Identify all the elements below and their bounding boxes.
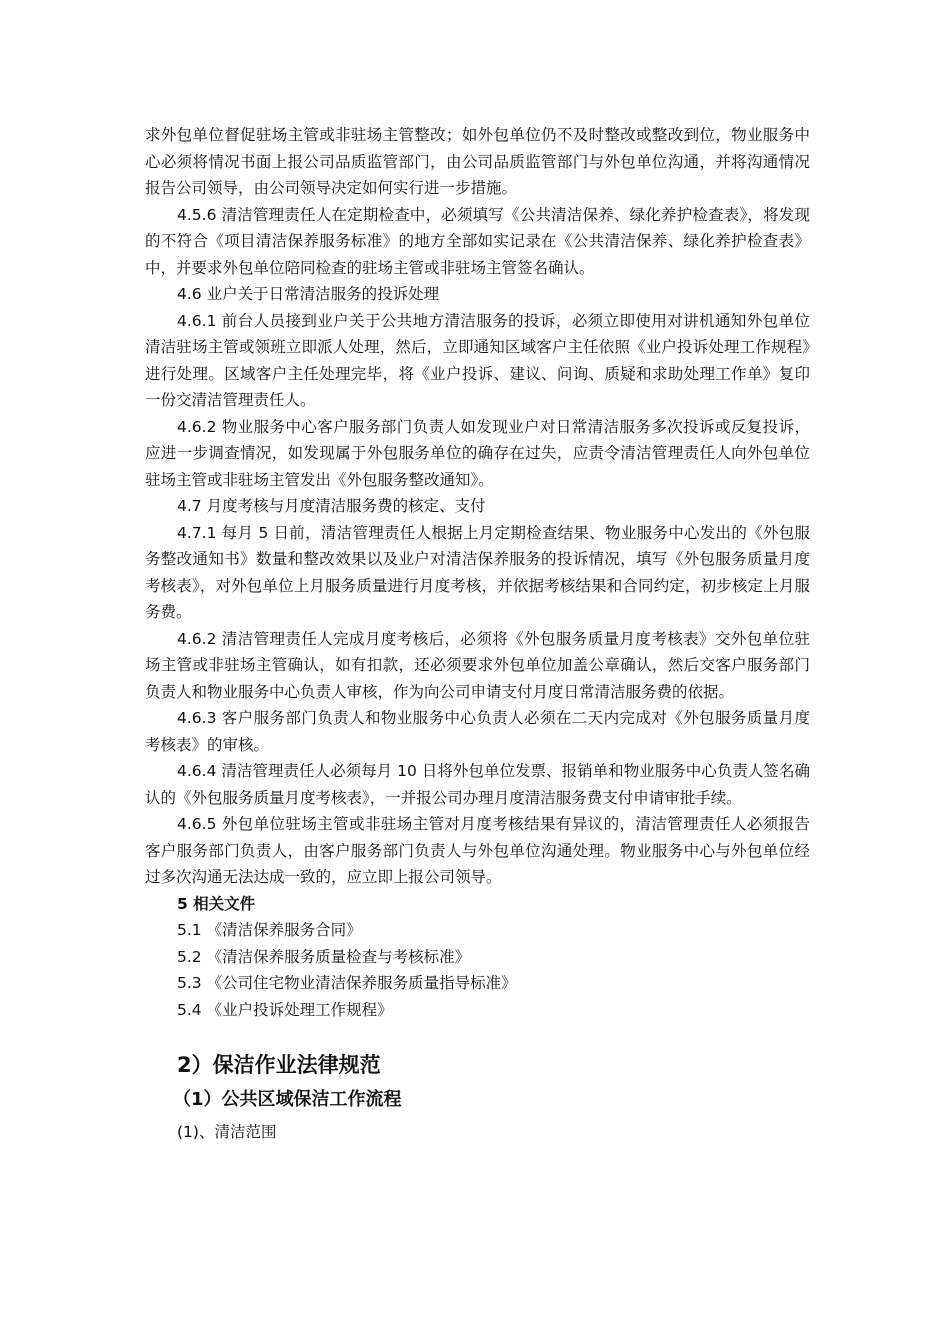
- subsubsection-title: (1)、清洁范围: [177, 1123, 277, 1141]
- paragraph-4-6-3: 4.6.3 客户服务部门负责人和物业服务中心负责人必须在二天内完成对《外包服务质量月度考核表》的审核。: [145, 709, 810, 754]
- related-file-item: 5.4 《业户投诉处理工作规程》: [177, 1000, 393, 1019]
- paragraph-continuation: 求外包单位督促驻场主管或非驻场主管整改；如外包单位仍不及时整改或整改到位，物业服务中心必须将情况书面上报公司品质监管部门，由公司品质监管部门与外包单位沟通，并将沟通情况报告公司领导，由公司领导决定如何实行进一步措施。: [145, 126, 810, 197]
- paragraph-4-5-6: 4.5.6 清洁管理责任人在定期检查中，必须填写《公共清洁保养、绿化养护检查表》，将发现的不符合《项目清洁保养服务标准》的地方全部如实记录在《公共清洁保养、绿化养护检查表》中，并要求外包单位陪同检查的驻场主管或非驻场主管签名确认。: [145, 205, 810, 277]
- paragraph-4-6-2: 4.6.2 物业服务中心客户服务部门负责人如发现业户对日常清洁服务多次投诉或反复投诉，应进一步调查情况，如发现属于外包服务单位的确存在过失，应责令清洁管理责任人向外包单位驻场主管或非驻场主管发出《外包服务整改通知》。: [145, 417, 810, 489]
- paragraph-4-6-1: 4.6.1 前台人员接到业户关于公共地方清洁服务的投诉，必须立即使用对讲机通知外包单位清洁驻场主管或领班立即派人处理，然后，立即通知区域客户主任依照《业户投诉处理工作规程》进行处理。区域客户主任处理完毕，将《业户投诉、建议、问询、质疑和求助处理工作单》复印一份交清洁管理责任人。: [145, 311, 810, 409]
- paragraph-4-6-5: 4.6.5 外包单位驻场主管或非驻场主管对月度考核结果有异议的，清洁管理责任人必须报告客户服务部门负责人，由客户服务部门负责人与外包单位沟通处理。物业服务中心与外包单位经过多次沟通无法达成一致的，应立即上报公司领导。: [145, 815, 810, 886]
- related-file-item: 5.1 《清洁保养服务合同》: [177, 921, 362, 939]
- heading-4-6: 4.6 业户关于日常清洁服务的投诉处理: [177, 285, 440, 303]
- paragraph-4-6-2-b: 4.6.2 清洁管理责任人完成月度考核后，必须将《外包服务质量月度考核表》交外包单位驻场主管或非驻场主管确认，如有扣款，还必须要求外包单位加盖公章确认，然后交客户服务部门负责人和物业服务中心负责人审核，作为向公司申请支付月度日常清洁服务费的依据。: [145, 629, 810, 701]
- paragraph-4-7-1: 4.7.1 每月 5 日前，清洁管理责任人根据上月定期检查结果、物业服务中心发出的《外包服务整改通知书》数量和整改效果以及业户对清洁保养服务的投诉情况，填写《外包服务质量月度考核表》，对外包单位上月服务质量进行月度考核，并依据考核结果和合同约定，初步核定上月服务费。: [145, 523, 810, 621]
- section-title: 2）保洁作业法律规范: [177, 1053, 381, 1077]
- heading-4-7: 4.7 月度考核与月度清洁服务费的核定、支付: [177, 497, 486, 515]
- subsection-title: （1）公共区域保洁工作流程: [173, 1089, 402, 1110]
- related-files-heading: 5 相关文件: [177, 894, 256, 913]
- related-file-item: 5.3 《公司住宅物业清洁保养服务质量指导标准》: [177, 974, 517, 992]
- paragraph-4-6-4: 4.6.4 清洁管理责任人必须每月 10 日将外包单位发票、报销单和物业服务中心负责人签名确认的《外包服务质量月度考核表》，一并报公司办理月度清洁服务费支付申请审批手续。: [145, 762, 810, 807]
- related-file-item: 5.2 《清洁保养服务质量检查与考核标准》: [177, 947, 471, 966]
